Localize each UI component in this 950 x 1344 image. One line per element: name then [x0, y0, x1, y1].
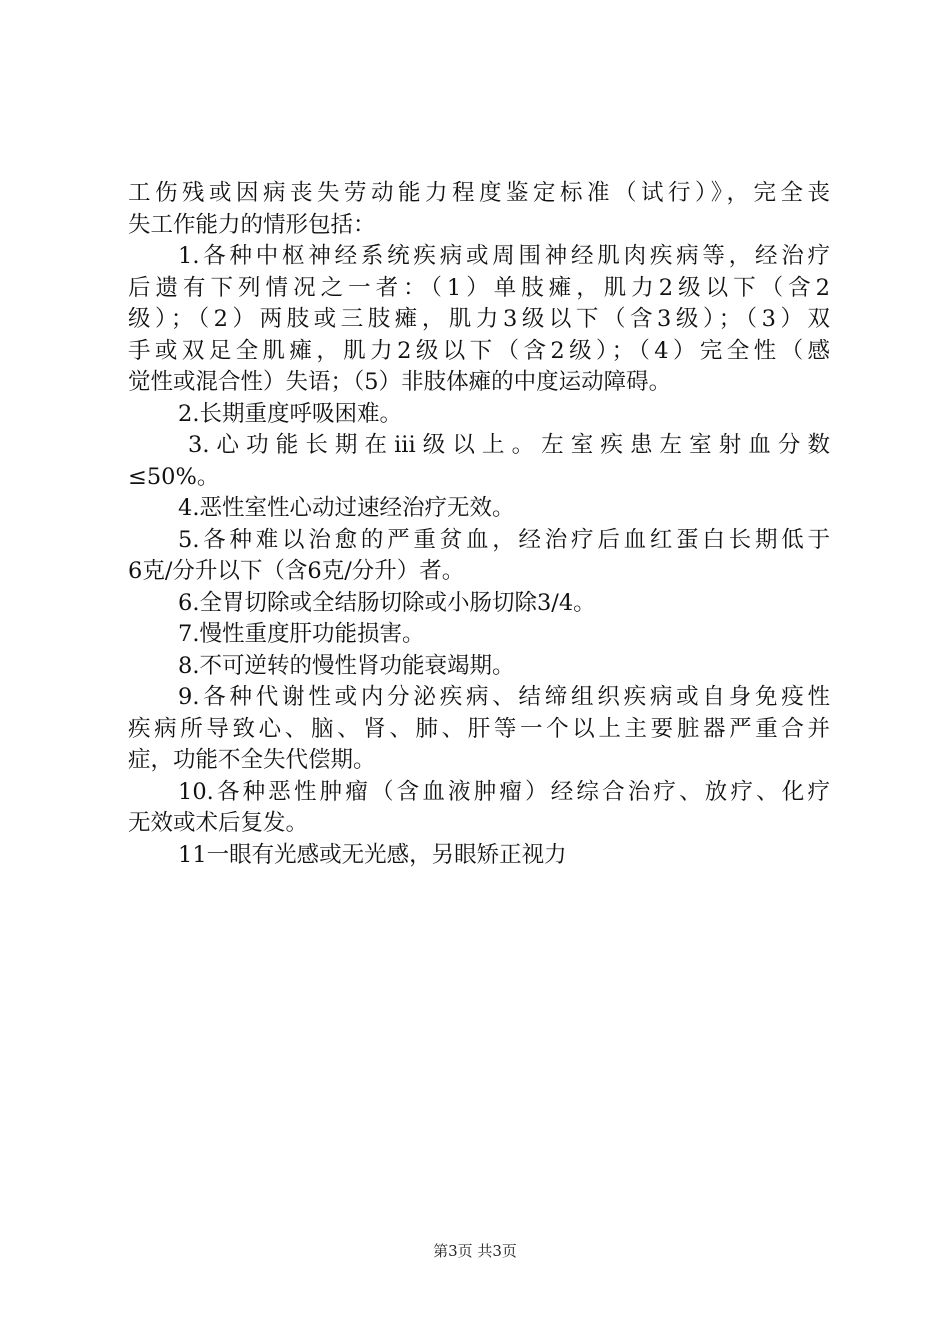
- text-line: 症，功能不全失代偿期。: [128, 747, 376, 773]
- text-line: 无效或术后复发。: [128, 810, 309, 836]
- text-line: 7.慢性重度肝功能损害。: [178, 621, 425, 647]
- text-line: 手或双足全肌瘫，肌力2级以下（含2级）；（4）完全性（感: [128, 337, 830, 364]
- text-line: 后遗有下列情况之一者：（1）单肢瘫，肌力2级以下（含2: [128, 274, 830, 301]
- text-line: 3.心功能长期在iii级以上。左室疾患左室射血分数: [188, 432, 830, 458]
- text-line: 觉性或混合性）失语；（5）非肢体瘫的中度运动障碍。: [128, 369, 672, 395]
- text-line: 6克/分升以下（含6克/分升）者。: [128, 558, 465, 584]
- text-line: 4.恶性室性心动过速经治疗无效。: [178, 495, 515, 521]
- text-line: 8.不可逆转的慢性肾功能衰竭期。: [178, 652, 515, 679]
- text-line: 失工作能力的情形包括：: [128, 211, 376, 238]
- text-line: 9.各种代谢性或内分泌疾病、结缔组织疾病或自身免疫性: [178, 684, 830, 710]
- text-line: 疾病所导致心、脑、肾、肺、肝等一个以上主要脏器严重合并: [128, 715, 830, 742]
- text-line: 5.各种难以治愈的严重贫血，经治疗后血红蛋白长期低于: [178, 526, 830, 553]
- document-body: [128, 178, 830, 871]
- text-line: 6.全胃切除或全结肠切除或小肠切除3/4。: [178, 589, 596, 616]
- page-number-footer: 第3页 共3页: [433, 1242, 517, 1260]
- text-line: 工伤残或因病丧失劳动能力程度鉴定标准（试行）》，完全丧: [128, 180, 830, 206]
- text-line: 1.各种中枢神经系统疾病或周围神经肌肉疾病等，经治疗: [178, 243, 830, 269]
- text-line: 10.各种恶性肿瘤（含血液肿瘤）经综合治疗、放疗、化疗: [178, 778, 830, 805]
- text-line: 级）；（2）两肢或三肢瘫，肌力3级以下（含3级）；（3）双: [128, 306, 830, 332]
- text-line: ≤50%。: [128, 463, 220, 490]
- text-line: 11一眼有光感或无光感，另眼矫正视力: [178, 841, 567, 868]
- text-line: 2.长期重度呼吸困难。: [178, 400, 402, 427]
